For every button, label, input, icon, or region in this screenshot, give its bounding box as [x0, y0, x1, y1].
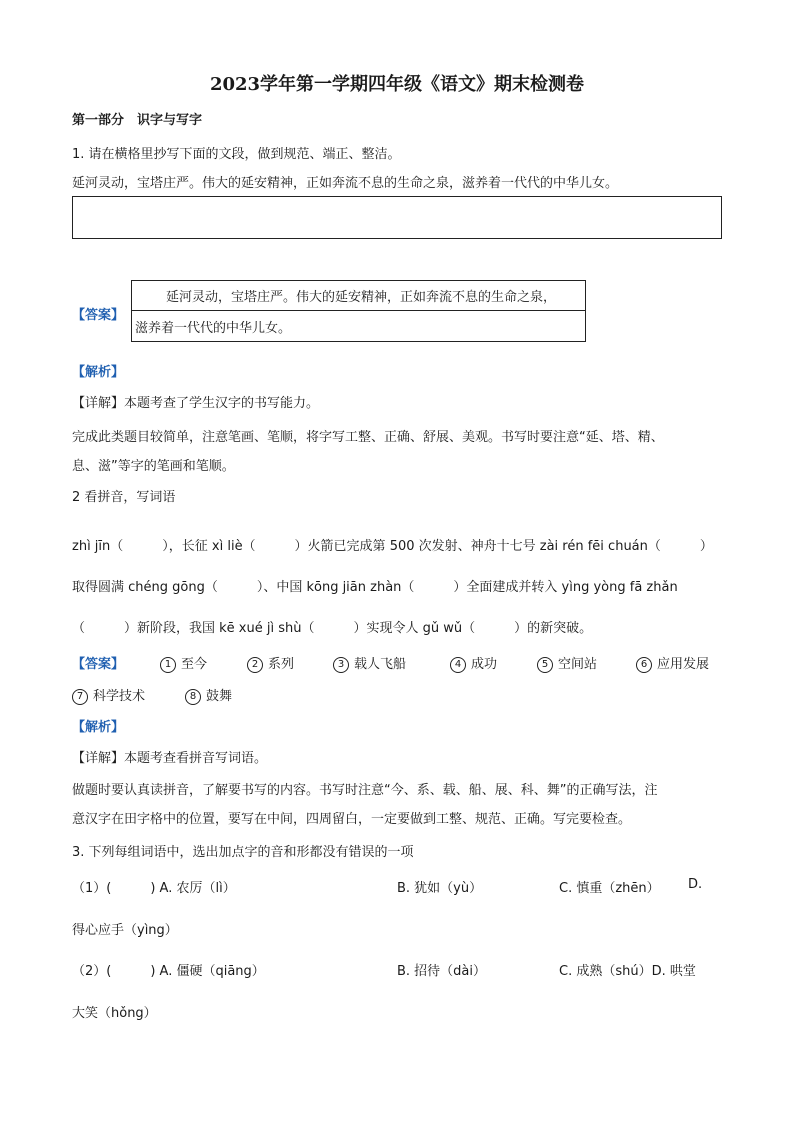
- num-circle: 8: [185, 689, 201, 705]
- q1-detail-text: 本题考查了学生汉字的书写能力。: [124, 396, 320, 411]
- q2-detail-text: 本题考查看拼音写词语。: [124, 751, 268, 766]
- q1-prompt: 1. 请在横格里抄写下面的文段，做到规范、端正、整洁。: [72, 147, 401, 162]
- q1-answer-label: 【答案】: [72, 308, 125, 323]
- q2-prompt: 2 看拼音，写词语: [72, 490, 176, 505]
- q1-detail-line-3: 息、滋”等字的笔画和笔顺。: [72, 459, 235, 474]
- q2-line-2: 取得圆满 chéng gōng（ ）、中国 kōng jiān zhàn（ ）全面建成并转入 yìng yòng fā zhǎn: [72, 580, 678, 595]
- q2-answer-7: 7 科学技术: [72, 685, 145, 705]
- q2-detail: [72, 747, 267, 766]
- num-circle: 3: [333, 657, 349, 673]
- q2-detail-line-2: 做题时要认真读拼音，了解要书写的内容。书写时注意“今、系、载、船、展、科、舞”的正确写法，注: [72, 783, 658, 798]
- q2-detail-line-3: 意汉字在田字格中的位置，要写在中间，四周留白，一定要做到工整、规范、正确。写完要检查。: [72, 812, 632, 827]
- num-circle: 5: [537, 657, 553, 673]
- q1-answer-box: [131, 280, 586, 342]
- q1-answer-line-2: 滋养着一代代的中华儿女。: [135, 321, 292, 336]
- answer-divider: [132, 310, 585, 311]
- q2-answer-6: 6 应用发展: [636, 653, 709, 673]
- q3-1-option-b: B. 犹如（yù）: [397, 881, 483, 896]
- q3-1-option-c: C. 慎重（zhēn）: [559, 881, 660, 896]
- q2-answer-2: 2 系列: [247, 653, 294, 673]
- q2-line-1: zhì jīn（ ），长征 xì liè（ ）火箭已完成第 500 次发射、神舟十七号 zài rén fēi chuán（ ）: [72, 539, 713, 554]
- q1-writing-box[interactable]: [72, 196, 722, 239]
- q1-analysis-label: 【解析】: [72, 365, 125, 380]
- q1-answer-line-1: 延河灵动，宝塔庄严。伟大的延安精神，正如奔流不息的生命之泉，: [166, 290, 557, 305]
- q3-prompt: 3. 下列每组词语中，选出加点字的音和形都没有错误的一项: [72, 845, 414, 860]
- num-circle: 7: [72, 689, 88, 705]
- q1-passage: 延河灵动，宝塔庄严。伟大的延安精神，正如奔流不息的生命之泉，滋养着一代代的中华儿女。: [72, 176, 619, 191]
- q3-2-option-b: B. 招待（dài）: [397, 964, 487, 979]
- q1-detail: [72, 392, 319, 411]
- q2-analysis-label: 【解析】: [72, 720, 125, 735]
- q2-answer-8: 8 鼓舞: [185, 685, 232, 705]
- q2-detail-label: 【详解】: [72, 751, 125, 766]
- q3-2-lead: （2）( ) A. 僵硬（qiāng）: [72, 964, 265, 979]
- q1-detail-label: 【详解】: [72, 396, 125, 411]
- q2-answer-3: 3 载人飞船: [333, 653, 406, 673]
- q3-1-lead: （1）( ) A. 农厉（lì）: [72, 881, 236, 896]
- part1-heading: 第一部分 识字与写字: [72, 113, 203, 128]
- num-circle: 1: [160, 657, 176, 673]
- num-circle: 2: [247, 657, 263, 673]
- page-title: 2023学年第一学期四年级《语文》期末检测卷: [209, 74, 585, 95]
- q2-line-3: （ ）新阶段，我国 kē xué jì shù（ ）实现令人 gǔ wǔ（ ）的新突破。: [72, 621, 593, 636]
- q3-2-option-cd: C. 成熟（shú）D. 哄堂: [559, 964, 696, 979]
- q3-2-option-d-cont: 大笑（hǒng）: [72, 1006, 157, 1021]
- q2-answer-1: 1 至今: [160, 653, 207, 673]
- q3-1-option-d-cont: 得心应手（yìng）: [72, 923, 178, 938]
- num-circle: 6: [636, 657, 652, 673]
- q1-detail-line-2: 完成此类题目较简单，注意笔画、笔顺，将字写工整、正确、舒展、美观。书写时要注意“延、塔、精、: [72, 430, 664, 445]
- q3-1-option-d: D.: [688, 877, 703, 892]
- num-circle: 4: [450, 657, 466, 673]
- q2-answer-5: 5 空间站: [537, 653, 597, 673]
- q2-answer-label: 【答案】: [72, 657, 125, 672]
- q2-answer-4: 4 成功: [450, 653, 497, 673]
